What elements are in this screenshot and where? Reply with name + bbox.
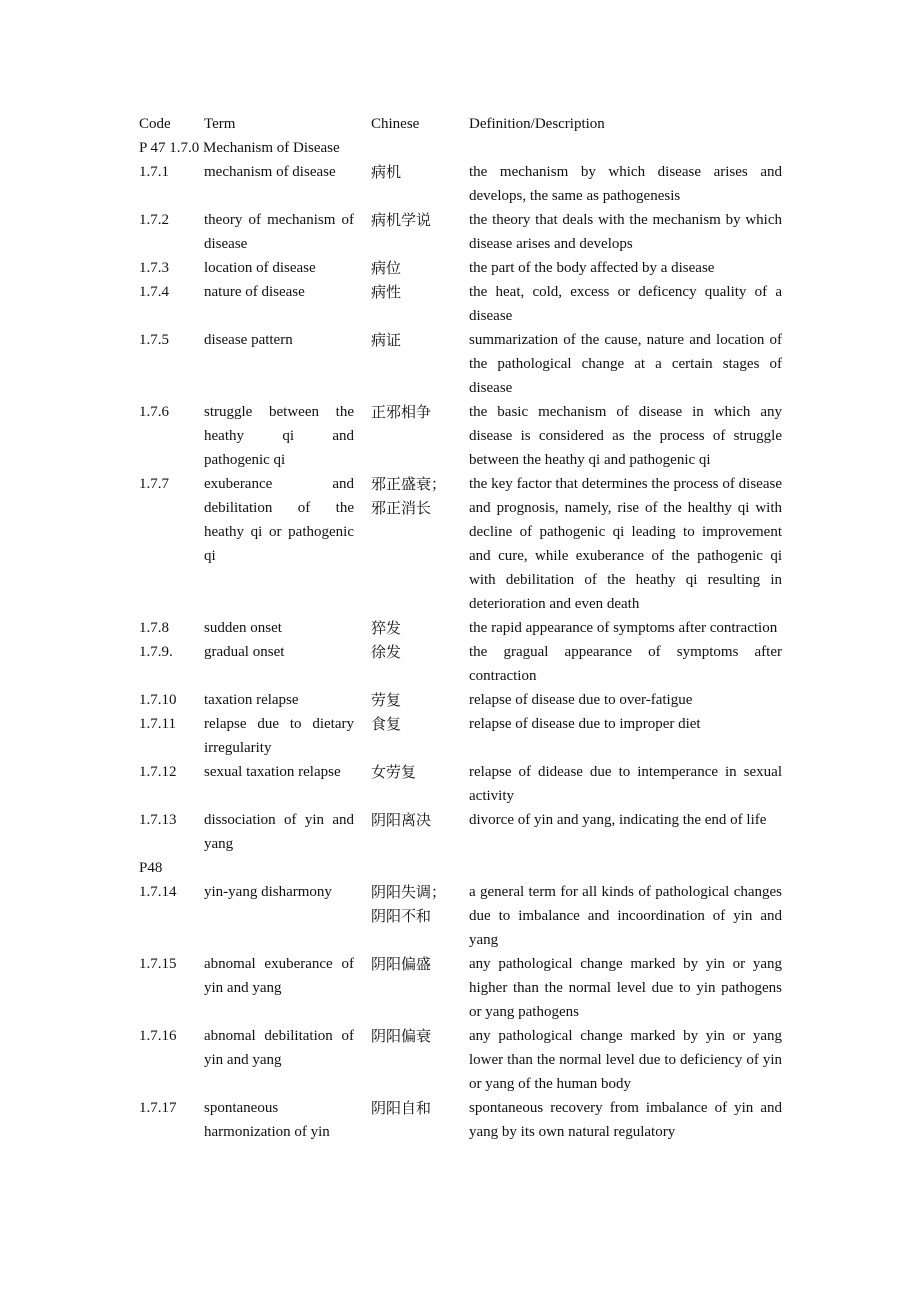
entry-term: gradual onset (204, 644, 285, 660)
header-term: Term (204, 116, 236, 132)
entry-definition: spontaneous recovery from imbalance of yin and yang by its own natural regulatory (469, 1100, 782, 1140)
entry-definition: relapse of disease due to over-fatigue (469, 692, 693, 708)
table-row (139, 1024, 782, 1096)
entry-code: 1.7.1 (139, 164, 169, 180)
entry-term: taxation relapse (204, 692, 299, 708)
entry-term: mechanism of disease (204, 164, 336, 180)
table-row (139, 760, 782, 808)
table-row (139, 400, 782, 472)
entry-code: 1.7.7 (139, 476, 169, 492)
entry-term: disease pattern (204, 332, 293, 348)
entry-term: sexual taxation relapse (204, 764, 341, 780)
entry-definition: summarization of the cause, nature and location of the pathological change at a certain stages of disease (469, 332, 782, 396)
entry-definition: divorce of yin and yang, indicating the end of life (469, 812, 767, 828)
entry-term: dissociation of yin and yang (204, 812, 354, 852)
table-row (139, 808, 782, 856)
entry-term: sudden onset (204, 620, 282, 636)
section-heading-p48: P48 (139, 860, 163, 876)
entry-chinese: 病证 (371, 331, 402, 349)
header-chinese: Chinese (371, 116, 420, 132)
entry-chinese: 病机 (371, 163, 402, 181)
entry-definition: relapse of didease due to intemperance in sexual activity (469, 764, 782, 804)
entry-chinese: 病性 (371, 283, 402, 301)
entry-code: 1.7.8 (139, 620, 169, 636)
entry-chinese: 正邪相争 (371, 403, 432, 421)
entry-chinese: 猝发 (371, 619, 402, 637)
table-row (139, 280, 782, 328)
entry-term: relapse due to dietary irregularity (204, 716, 354, 756)
entry-term: abnomal exuberance of yin and yang (204, 956, 354, 996)
entry-code: 1.7.4 (139, 284, 169, 300)
entry-definition: the mechanism by which disease arises and develops, the same as pathogenesis (469, 164, 782, 204)
entry-chinese: 阴阳偏衰 (371, 1027, 432, 1045)
entry-chinese: 食复 (371, 715, 402, 733)
entry-code: 1.7.11 (139, 716, 176, 732)
table-row (139, 160, 782, 208)
entry-code: 1.7.15 (139, 956, 177, 972)
header-definition: Definition/Description (469, 116, 605, 132)
entry-code: 1.7.2 (139, 212, 169, 228)
entry-definition: the basic mechanism of disease in which any disease is considered as the process of struggle between the heathy qi and pathogenic qi (469, 404, 782, 468)
entry-chinese: 邪正盛衰；邪正消长 (371, 475, 447, 517)
entry-term: abnomal debilitation of yin and yang (204, 1028, 354, 1068)
entry-code: 1.7.12 (139, 764, 177, 780)
entry-chinese: 病位 (371, 259, 402, 277)
entry-code: 1.7.17 (139, 1100, 177, 1116)
entry-definition: any pathological change marked by yin or yang higher than the normal level due to yin pathogens or yang pathogens (469, 956, 782, 1020)
entry-chinese: 阴阳偏盛 (371, 955, 432, 973)
table-row (139, 712, 782, 760)
header-code: Code (139, 116, 171, 132)
entry-chinese: 阴阳自和 (371, 1099, 432, 1117)
entry-term: struggle between the heathy qi and pathogenic qi (204, 404, 354, 468)
table-row (139, 616, 782, 640)
entry-definition: the theory that deals with the mechanism by which disease arises and develops (469, 212, 782, 252)
entry-code: 1.7.14 (139, 884, 177, 900)
entry-definition: the key factor that determines the process of disease and prognosis, namely, rise of the healthy qi with decline of pathogenic qi leading to improvement and cure, while exuberance of the pathogenic qi with debilitation of the heathy qi resulting in deterioration and even death (469, 476, 782, 612)
term-list-p47 (139, 160, 782, 856)
entry-code: 1.7.13 (139, 812, 177, 828)
table-row (139, 688, 782, 712)
entry-chinese: 病机学说 (371, 211, 432, 229)
table-row (139, 208, 782, 256)
entry-code: 1.7.3 (139, 260, 169, 276)
table-row (139, 472, 782, 616)
table-header (139, 112, 782, 136)
entry-chinese: 阴阳失调；阴阳不和 (371, 883, 447, 925)
entry-chinese: 女劳复 (371, 763, 417, 781)
section-heading-p47: P 47 1.7.0 Mechanism of Disease (139, 140, 340, 156)
entry-code: 1.7.5 (139, 332, 169, 348)
term-list-p48 (139, 880, 782, 1144)
entry-chinese: 徐发 (371, 643, 402, 661)
entry-definition: the rapid appearance of symptoms after contraction (469, 620, 778, 636)
entry-definition: a general term for all kinds of pathological changes due to imbalance and incoordination of yin and yang (469, 884, 782, 948)
entry-definition: any pathological change marked by yin or yang lower than the normal level due to deficiency of yin or yang of the human body (469, 1028, 782, 1092)
entry-term: exuberance and debilitation of the heathy qi or pathogenic qi (204, 476, 354, 564)
entry-chinese: 阴阳离决 (371, 811, 432, 829)
table-row (139, 640, 782, 688)
entry-definition: relapse of disease due to improper diet (469, 716, 701, 732)
entry-definition: the gragual appearance of symptoms after contraction (469, 644, 782, 684)
entry-term: spontaneous harmonization of yin (204, 1100, 330, 1140)
entry-term: location of disease (204, 260, 316, 276)
entry-code: 1.7.16 (139, 1028, 177, 1044)
entry-chinese: 劳复 (371, 691, 402, 709)
table-row (139, 952, 782, 1024)
entry-definition: the part of the body affected by a disease (469, 260, 715, 276)
table-row (139, 1096, 782, 1144)
entry-code: 1.7.10 (139, 692, 177, 708)
glossary-document (139, 112, 782, 1144)
entry-code: 1.7.9. (139, 644, 173, 660)
table-row (139, 256, 782, 280)
entry-term: yin-yang disharmony (204, 884, 332, 900)
table-row (139, 880, 782, 952)
entry-term: nature of disease (204, 284, 305, 300)
entry-term: theory of mechanism of disease (204, 212, 354, 252)
table-row (139, 328, 782, 400)
entry-code: 1.7.6 (139, 404, 169, 420)
entry-definition: the heat, cold, excess or deficency quality of a disease (469, 284, 782, 324)
